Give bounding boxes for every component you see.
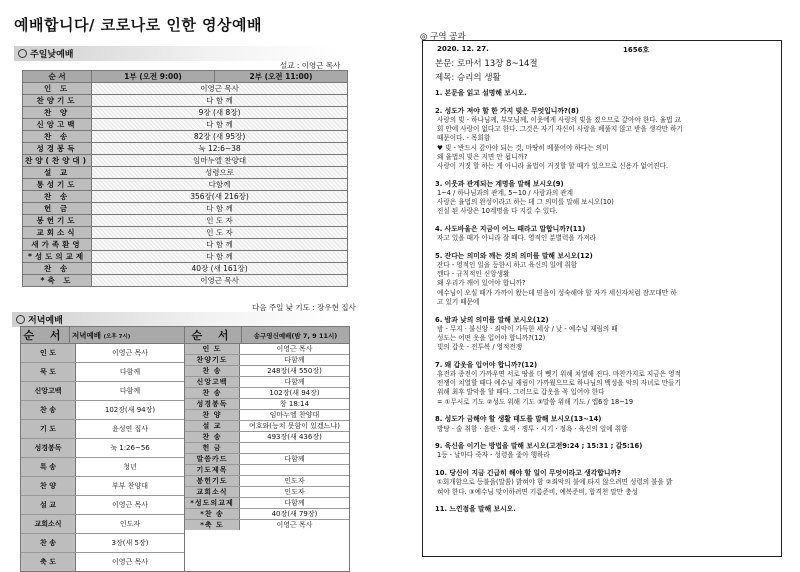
- row-value: 40장(새 79장): [240, 509, 350, 520]
- question-block: [435, 469, 777, 497]
- answer-line: 사랑은 율법의 완성이라고 하는 데 그 의미를 말해 보시오(10): [437, 198, 614, 206]
- row-value: [240, 465, 350, 476]
- table-row: [185, 366, 349, 377]
- row-label: 찬 양: [21, 477, 76, 496]
- table-row: [185, 344, 349, 355]
- table-row: [23, 227, 348, 239]
- table-row: [23, 191, 348, 203]
- answer-line: 휴전과 종전이 가까우면 서로 땅을 더 뺏기 위해 치열해 진다. 마찬가지로 지금은 영적: [437, 370, 681, 378]
- row-value: 인도자: [76, 515, 185, 534]
- sunday-service-table: [22, 70, 348, 287]
- question-text: 11. 느낀점을 말해 보시오.: [435, 505, 516, 514]
- table-header-cell: 2부 (오전 11:00): [214, 71, 347, 83]
- evening-service-title: 저녁예배: [72, 330, 101, 340]
- answer-line: 진실 된 사랑은 10계명을 다 지킬 수 있다.: [437, 207, 558, 216]
- question-text: 10. 당신이 지금 긴급히 해야 할 일이 무엇이라고 생각합니까?: [435, 469, 621, 478]
- question-block: [435, 316, 777, 353]
- table-row: [23, 179, 348, 191]
- table-row: [23, 275, 348, 287]
- table-row: [185, 432, 349, 443]
- table-row: [185, 476, 349, 487]
- table-header-cell: 1부 (오전 9:00): [92, 71, 215, 83]
- row-value: 이영근 목사: [76, 496, 185, 515]
- table-header-cell: 순 서: [23, 71, 92, 83]
- row-value: 82장 (새 95장): [92, 131, 348, 143]
- row-value: 다함께: [240, 355, 350, 366]
- row-label: 성경봉독: [185, 399, 240, 410]
- answer-line: 빛의 갑옷 - 전투복 / 영적전쟁: [437, 343, 523, 352]
- row-value: 3장(새 5장): [76, 534, 185, 553]
- row-value: 임마누엘 찬양대: [240, 410, 350, 421]
- row-label: 교회소식: [185, 487, 240, 498]
- answer-line: 밤 - 무지 · 불신앙 · 죄악이 가득한 세상 / 낮 - 예수님 재림의 때: [437, 324, 618, 333]
- table-row: [21, 515, 184, 534]
- table-row: [23, 95, 348, 107]
- row-value: 다 함 께: [92, 95, 348, 107]
- table-row: [21, 420, 184, 439]
- table-row: [23, 131, 348, 143]
- row-label: 통성기도: [23, 179, 92, 191]
- table-row: [23, 215, 348, 227]
- table-header-cell: 송구영신예배(밤 7, 9 11시): [242, 327, 350, 344]
- evening-service-label: 저녁예배: [28, 316, 63, 326]
- table-row: [185, 443, 349, 454]
- row-label: *축 도: [185, 520, 240, 531]
- answer-line: 위해 최후 발악을 할 때다. 그러므로 갑옷을 꼭 입어야 한다: [437, 388, 605, 397]
- row-value: 102장(새 94장): [240, 388, 350, 399]
- row-value: 인도자: [240, 487, 350, 498]
- table-row: [21, 344, 350, 572]
- row-value: 이영근 목사: [111, 558, 149, 566]
- row-label: 찬 송: [21, 401, 76, 420]
- row-label: 인 도: [21, 344, 76, 363]
- row-value: 다함께: [240, 454, 350, 465]
- table-row: [21, 382, 184, 401]
- row-value: 다함께: [76, 363, 185, 382]
- row-value: 이영근 목사: [92, 83, 348, 95]
- table-row: [23, 143, 348, 155]
- table-row: [185, 399, 349, 410]
- answer-line: 깬다 - 규칙적인 신앙생활: [437, 270, 510, 279]
- table-row: [23, 83, 348, 95]
- answer-line: 예수님이 오실 때가 가까이 왔는데 믿음이 성숙해야 할 자가 세신자처럼 잠꼬대만 하: [437, 288, 677, 297]
- row-value: 다 함 께: [92, 239, 348, 251]
- row-label: 찬 송: [23, 263, 92, 275]
- row-label: 신앙고백: [185, 377, 240, 388]
- answer-line: 전쟁이 치열할 때다 예수님 재림이 가까웠으므로 하나님의 백성을 악의 자녀로 만들기: [437, 379, 681, 388]
- table-row: [185, 421, 349, 432]
- lesson-subject: 제목: 승리의 생활: [435, 73, 501, 83]
- answer-line: 회 안에 사랑이 없다고 한다. 그것은 자기 자신이 사랑을 베풀지 않고 받을 생각만 하기: [437, 125, 683, 134]
- sunday-service-label: 주일낮예배: [30, 50, 74, 60]
- answer-line: 잔다 - 영적인 일을 등한시 하고 육신의 일에 취함: [437, 261, 578, 269]
- row-label: 설 교: [21, 496, 76, 515]
- row-value: 493장(새 436장): [240, 432, 350, 443]
- row-value: 인도자: [240, 476, 350, 487]
- date: 2020. 12. 27.: [437, 45, 489, 53]
- question-block: [435, 107, 777, 171]
- table-header-cell: 순 서: [185, 327, 242, 344]
- row-value: 9장 (새 8장): [92, 107, 348, 119]
- table-row: [23, 155, 348, 167]
- row-value: 인 도 자: [92, 227, 348, 239]
- row-label: 신앙고백: [21, 382, 76, 401]
- row-label: *성도의교제: [23, 251, 92, 263]
- table-row: [23, 119, 348, 131]
- row-label: 헌 금: [185, 443, 240, 454]
- row-value: 여호와(능치 못함이 있겠느냐): [240, 421, 350, 432]
- row-label: 찬양(찬양대): [23, 155, 92, 167]
- question-text: 5. 잔다는 의미와 깨는 것의 의미를 말해 보시오(12): [435, 251, 593, 260]
- evening-left-table: [21, 344, 184, 571]
- row-value: 임마누엘 찬양대: [92, 155, 348, 167]
- question-block: [435, 361, 777, 407]
- table-header-row: [23, 71, 348, 83]
- answer-line: 혀야 한다. ③예수님 맞이하려면 기름준비, 예복준비, 합격천 말만 충성: [437, 487, 638, 496]
- answer-line: ♥ 빚 - 반드시 갚아야 되는 것, 마땅히 베풀어야 하다는 의미: [437, 143, 609, 152]
- section-header: ◎ 구역 공과: [420, 32, 466, 42]
- answer-line: 사랑의 빚 - 하나님께, 부모님께, 이웃에게 사랑의 빚을 졌으므로 갚아야 한다. 율법 교: [437, 115, 682, 124]
- bullet-icon: [18, 49, 27, 58]
- question-block: [435, 225, 777, 243]
- row-value: 청년: [76, 458, 185, 477]
- row-label: 설 교: [23, 167, 92, 179]
- preacher-line: 설교 : 이영근 목사: [280, 61, 341, 70]
- answer-line: 사랑이 거짓 할 하는 게 아니라 율법이 거짓할 할 때가 있으므로 신용가 없어진다.: [437, 161, 669, 170]
- row-label: 찬 송: [23, 131, 92, 143]
- row-label: 묵 도: [21, 363, 76, 382]
- answer-line: 자고 있을 때가 아니라 잘 때다. 영적인 분별력을 가져라: [437, 234, 596, 243]
- row-value: 인 도 자: [92, 215, 348, 227]
- sunday-table-body: [23, 83, 348, 287]
- answer-line: 방탕 · 술 취함 · 음란 · 호색 · 쟁투 · 시기 · 정욕 · 육신의 일에 취함: [437, 424, 628, 433]
- table-header-cell: 순 서: [21, 327, 70, 344]
- table-row: [21, 439, 184, 458]
- evening-right-column: [185, 344, 350, 572]
- answer-line: 1~4 / 하나님과의 관계, 5~10 / 사람과의 관계: [437, 188, 574, 197]
- row-value: 40장 (새 161장): [92, 263, 348, 275]
- row-label: 기 도: [21, 420, 76, 439]
- table-row: [185, 410, 349, 421]
- row-value: 다함께: [92, 179, 348, 191]
- table-row: [21, 344, 184, 363]
- row-value: 356장(새 216장): [92, 191, 348, 203]
- evening-service-heading: [12, 312, 340, 327]
- question-text: 8. 성도가 금해야 할 생활 태도를 말해 보시오(13~14): [435, 415, 602, 424]
- row-label: *축 도: [23, 275, 92, 287]
- question-block: [435, 415, 777, 433]
- table-row: [185, 388, 349, 399]
- row-label: 교회소식: [21, 515, 76, 534]
- row-label: 봉헌기도: [23, 215, 92, 227]
- table-row: [21, 496, 184, 515]
- bulletin-right-page: [420, 22, 790, 562]
- row-value: 다함께: [240, 498, 350, 509]
- row-label: 찬 송: [21, 534, 76, 553]
- row-value: 다 함 께: [92, 251, 348, 263]
- row-label: 찬 송: [185, 432, 240, 443]
- table-row: [21, 363, 184, 382]
- bulletin-left-page: [8, 0, 368, 566]
- row-label: 찬양기도: [23, 95, 92, 107]
- row-label: 교회소식: [23, 227, 92, 239]
- row-value: 창 18:14: [240, 399, 350, 410]
- answer-line: 왜 율법의 빚은 지면 안 됩니까?: [437, 152, 528, 161]
- question-block: [435, 252, 777, 307]
- table-row: [185, 355, 349, 366]
- row-value: 성령으로: [92, 167, 348, 179]
- row-value: [240, 443, 350, 454]
- row-label: 찬 양: [185, 410, 240, 421]
- question-text: 2. 성도가 져야 할 한 가지 빚은 무엇입니까?(8): [435, 106, 579, 115]
- row-label: 기도제목: [185, 465, 240, 476]
- question-block: [435, 505, 777, 514]
- question-text: 3. 이웃과 관계되는 계명을 말해 보시오(9): [435, 179, 564, 188]
- table-row: [185, 520, 349, 531]
- question-text: 9. 육신을 이기는 방법을 말해 보시오(고전9:24 ; 15:31 ; 갈5:16): [435, 442, 643, 451]
- bible-study-box: [422, 40, 782, 557]
- answer-line: 고 있기 때문에: [437, 297, 480, 306]
- row-label: 설 교: [185, 421, 240, 432]
- table-row: [23, 251, 348, 263]
- table-row: [21, 553, 184, 572]
- row-value: 다 함 께: [92, 203, 348, 215]
- evening-service-table: [20, 326, 350, 572]
- page-title: 예배합니다/ 코로나로 인한 영상예배: [14, 16, 262, 34]
- row-label: 찬 송: [185, 388, 240, 399]
- row-value: 248장(새 550장): [240, 366, 350, 377]
- scripture-reference: 본문: 로마서 13장 8~14절: [435, 59, 538, 69]
- table-row: [21, 477, 184, 496]
- question-block: [435, 442, 777, 460]
- question-text: 4. 사도바울은 지금이 어느 때라고 말합니까?(11): [435, 224, 586, 233]
- row-label: 특 송: [21, 458, 76, 477]
- answer-line: = ①무시로 기도 ②성도 위해 기도 ③말씀 위해 기도 / 엡6장 18~19: [437, 397, 634, 406]
- sunday-service-heading: [14, 46, 342, 61]
- row-label: 성경봉독: [21, 439, 76, 458]
- table-row: [23, 167, 348, 179]
- question-text: 1. 본문을 읽고 설명해 보시오.: [435, 89, 527, 97]
- row-label: *찬 송: [185, 509, 240, 520]
- table-row: [23, 203, 348, 215]
- table-row: [21, 534, 184, 553]
- row-value: 눅 12:6~38: [92, 143, 348, 155]
- next-week-prayer-note: 다음 주일 낮 기도 : 장우현 집사: [252, 303, 356, 312]
- question-text: 6. 밤과 낮의 의미를 말해 보시오(12): [435, 315, 549, 324]
- row-label: 말씀카드: [185, 454, 240, 465]
- row-value: 다함께: [240, 377, 350, 388]
- answer-line: 왜 우리가 깨어 있어야 합니까?: [437, 279, 526, 288]
- question-block: [435, 180, 777, 217]
- table-row: [185, 377, 349, 388]
- row-value: 이영근 목사: [76, 344, 185, 363]
- row-label: 성경봉독: [23, 143, 92, 155]
- table-row: [23, 107, 348, 119]
- row-value: 이영근 목사: [240, 344, 350, 355]
- answer-line: ①회개함으로 등불을(말씀) 밝혀야 함 ②죄악의 불에 타지 않으려면 성령의 불을 밝: [437, 478, 673, 487]
- row-value: 이영근 목사: [92, 275, 348, 287]
- row-label: 축 도: [21, 553, 76, 572]
- question-text: 7. 왜 갑옷을 입어야 합니까?(12): [435, 360, 538, 369]
- table-row: [23, 263, 348, 275]
- table-row: [185, 465, 349, 476]
- row-label: 찬 송: [23, 191, 92, 203]
- table-row: [185, 498, 349, 509]
- row-label: 새가족환영: [23, 239, 92, 251]
- row-value: 다함께: [76, 382, 185, 401]
- row-label: 찬 송: [185, 366, 240, 377]
- table-row: [185, 454, 349, 465]
- row-value: 부부 찬양대: [76, 477, 185, 496]
- table-row: [21, 458, 184, 477]
- row-label: 인 도: [185, 344, 240, 355]
- table-row: [21, 401, 184, 420]
- table-header-row: [21, 327, 350, 344]
- bullet-icon: [16, 315, 25, 324]
- answer-line: 때문이다. - 목회함: [437, 134, 491, 143]
- row-label: 찬양기도: [185, 355, 240, 366]
- table-row: [185, 487, 349, 498]
- row-value: 이영근 목사: [276, 521, 313, 529]
- row-label: 봉헌기도: [185, 476, 240, 487]
- issue-number: 1656호: [623, 46, 650, 54]
- row-value: 다 함 께: [92, 119, 348, 131]
- row-value: 102장(새 94장): [76, 401, 185, 420]
- answer-line: 성도는 어떤 옷을 입어야 합니까?(12): [437, 333, 546, 342]
- evening-left-column: [21, 344, 185, 572]
- question-block: [435, 89, 777, 98]
- row-value: 눅 1:26~56: [76, 439, 185, 458]
- new-year-eve-table: [185, 344, 349, 530]
- row-label: 인 도: [23, 83, 92, 95]
- table-header-cell: [70, 327, 185, 344]
- row-label: *성도의교제: [185, 498, 240, 509]
- table-row: [23, 239, 348, 251]
- row-label: 찬 양: [23, 107, 92, 119]
- answer-line: 1등 - 날마다 죽자 - 성령을 좇아 행하라: [437, 451, 550, 460]
- evening-service-time: (오후 7시): [103, 333, 131, 340]
- row-label: 신앙고백: [23, 119, 92, 131]
- table-row: [185, 509, 349, 520]
- row-value: 윤성연 집사: [76, 420, 185, 439]
- row-label: 헌 금: [23, 203, 92, 215]
